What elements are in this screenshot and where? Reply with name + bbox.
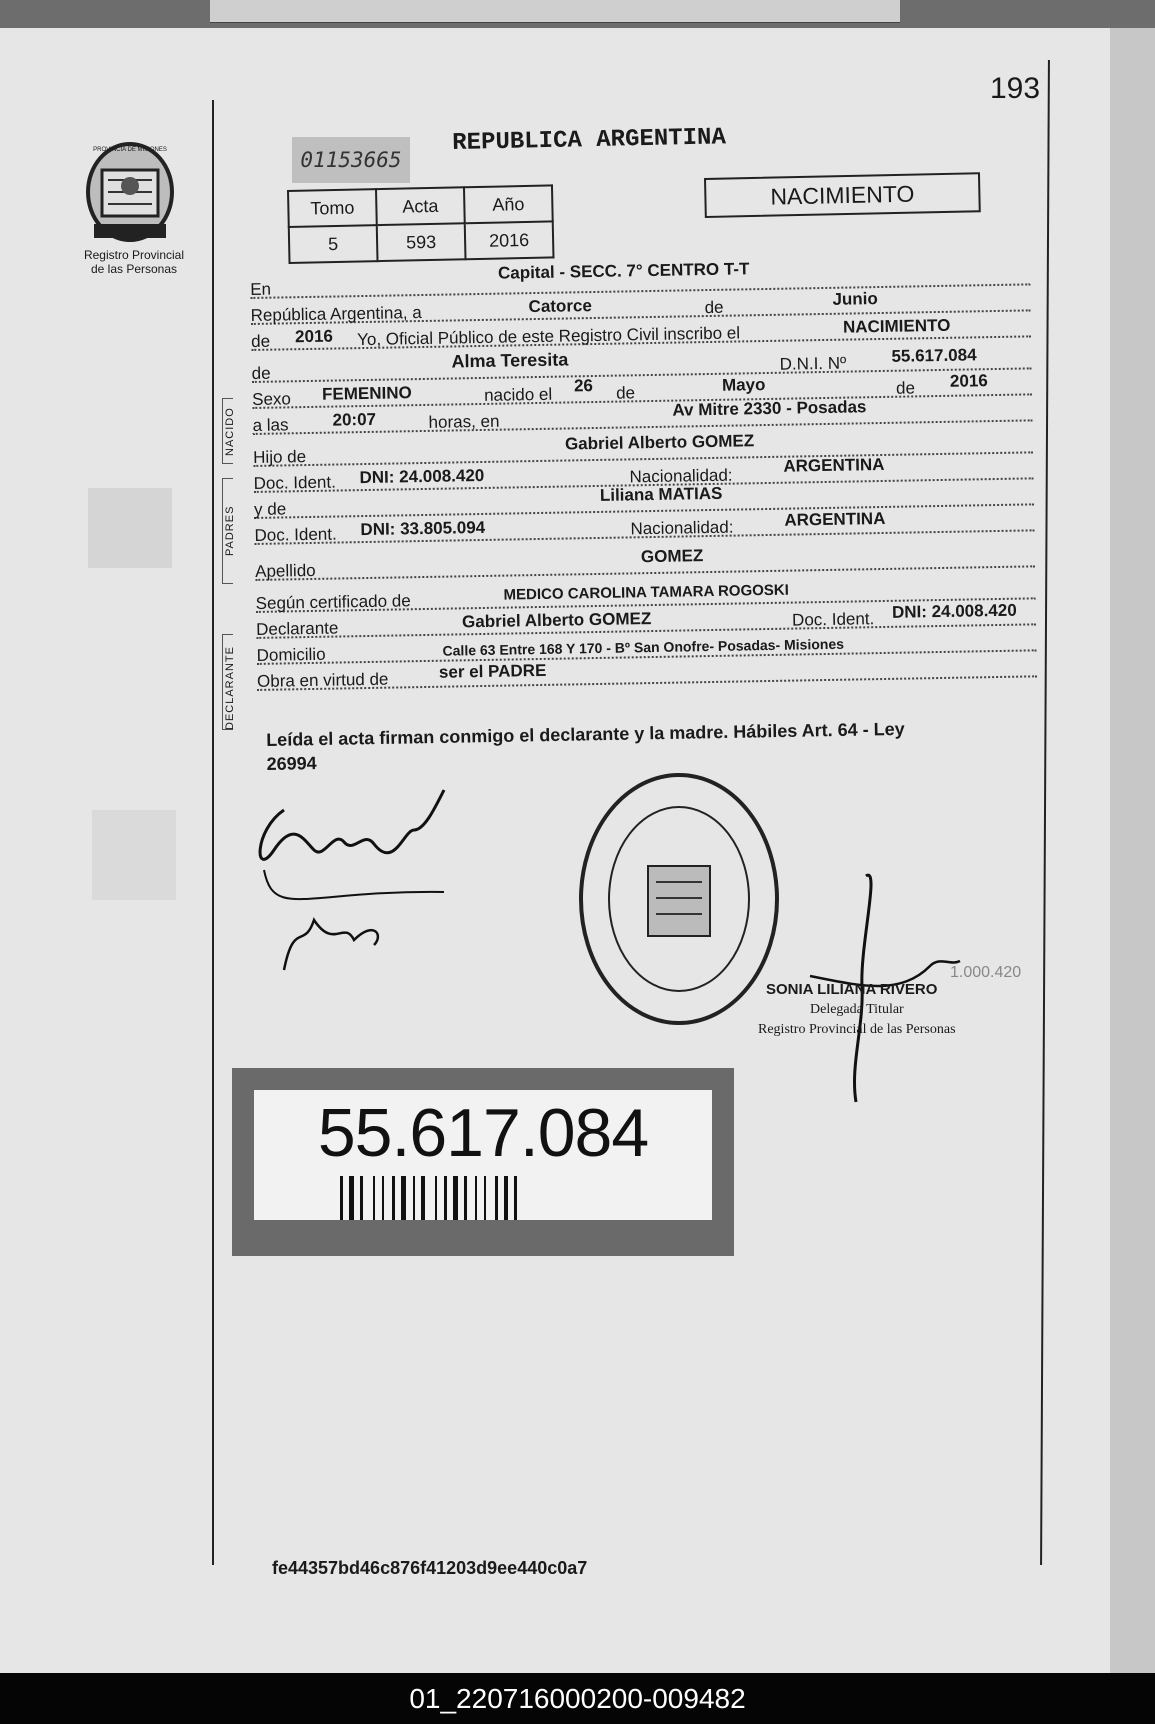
barcode-bar <box>349 1176 354 1220</box>
side-label-padres: PADRES <box>224 505 236 556</box>
barcode-bar <box>475 1176 477 1220</box>
barcode-bar <box>382 1176 384 1220</box>
official-stamp <box>576 770 782 1028</box>
nacido-label: nacido el <box>483 384 553 405</box>
alas-label: a las <box>252 415 289 435</box>
inscribo-label: Yo, Oficial Público de este Registro Civil inscribo el <box>356 323 741 350</box>
obra-value: ser el PADRE <box>438 660 547 682</box>
barcode-bar <box>392 1176 395 1220</box>
left-margin-rule <box>212 100 214 1565</box>
registry-label-line1: Registro Provincial <box>83 248 185 262</box>
barcode-bar <box>495 1176 498 1220</box>
side-label-declarante: DECLARANTE <box>224 646 236 730</box>
de-label: de <box>704 297 724 318</box>
file-id-bar: 01_220716000200-009482 <box>0 1673 1155 1724</box>
serial-number: 01153665 <box>292 137 410 183</box>
horas-label: horas, en <box>428 411 500 432</box>
barcode-bar <box>435 1176 437 1220</box>
declarant-signature <box>244 770 494 980</box>
page-shadow <box>1110 28 1155 1673</box>
name-label: de <box>251 363 271 383</box>
mother-nat-label: Nacionalidad: <box>630 517 734 539</box>
act-type-box: NACIMIENTO <box>704 172 981 218</box>
barcode-number: 55.617.084 <box>317 1095 649 1171</box>
hijo-label: Hijo de <box>253 447 307 467</box>
acta-value: 593 <box>377 223 466 261</box>
barcode-bar <box>514 1176 517 1220</box>
en-label: En <box>250 279 272 299</box>
inscribo-value: NACIMIENTO <box>842 315 951 337</box>
barcode-bar <box>373 1176 375 1220</box>
en-value: Capital - SECC. 7° CENTRO T-T <box>497 259 750 283</box>
margin-stamp-faint <box>88 488 172 568</box>
signer-role: Delegada Titular <box>810 1002 904 1017</box>
yde-label: y de <box>253 499 287 519</box>
sexo-label: Sexo <box>251 389 292 409</box>
barcode-bar <box>413 1176 415 1220</box>
mother-doc: DNI: 33.805.094 <box>360 517 486 540</box>
domicilio-value: Calle 63 Entre 168 Y 170 - Bº San Onofre- Posadas- Misiones <box>442 635 845 659</box>
father-docident-label: Doc. Ident. <box>253 472 336 493</box>
country-title: REPUBLICA ARGENTINA <box>452 124 727 157</box>
barcode-bar <box>484 1176 486 1220</box>
declarante-value: Gabriel Alberto GOMEZ <box>461 609 652 632</box>
father-name: Gabriel Alberto GOMEZ <box>564 431 755 454</box>
signer-office: Registro Provincial de las Personas <box>758 1022 956 1037</box>
form-body <box>250 259 1037 694</box>
signer-block <box>758 980 956 1040</box>
republica-label: República Argentina, a <box>250 303 422 325</box>
faint-dni-number: 1.000.420 <box>950 964 1022 981</box>
birth-de-label: de <box>615 383 636 403</box>
mother-docident-label: Doc. Ident. <box>254 524 337 545</box>
certificado-label: Según certificado de <box>255 591 411 613</box>
father-doc: DNI: 24.008.420 <box>359 465 485 488</box>
name-value: Alma Teresita <box>451 349 569 372</box>
ano-value: 2016 <box>465 221 554 259</box>
de2-label: de <box>250 331 271 351</box>
closing-line2: 26994 <box>266 753 317 774</box>
previous-page-edge <box>210 0 900 23</box>
dni-value: 55.617.084 <box>891 345 977 366</box>
mother-nationality: ARGENTINA <box>784 508 886 530</box>
registry-label-line2: de las Personas <box>90 262 178 276</box>
barcode-bar <box>453 1176 458 1220</box>
province-seal-logo <box>80 140 180 147</box>
birth-year: 2016 <box>949 371 988 391</box>
tomo-header: Tomo <box>288 189 377 227</box>
signer-name: SONIA LILIANA RIVERO <box>766 981 938 998</box>
barcode-bar <box>340 1176 343 1220</box>
barcode-bar <box>504 1176 508 1220</box>
side-label-nacido: NACIDO <box>224 407 236 456</box>
dni-label: D.N.I. Nº <box>779 353 847 374</box>
barcode-bar <box>464 1176 467 1220</box>
barcode-bar <box>360 1176 363 1220</box>
registry-label <box>74 248 194 276</box>
closing-line1: Leída el acta firman conmigo el declarante y la madre. Hábiles Art. 64 - Ley <box>266 718 905 750</box>
ano-header: Año <box>464 185 553 223</box>
declarante-label: Declarante <box>256 618 339 639</box>
declarante-doc: DNI: 24.008.420 <box>891 600 1017 622</box>
mother-name: Liliana MATIAS <box>599 483 723 505</box>
month-value: Junio <box>832 289 878 309</box>
barcode-bar <box>401 1176 406 1220</box>
barcode-bar <box>421 1176 425 1220</box>
obra-label: Obra en virtud de <box>256 669 389 691</box>
barcode-label <box>254 1090 712 1220</box>
birth-day: 26 <box>573 376 594 396</box>
tomo-value: 5 <box>289 225 378 263</box>
father-nat-label: Nacionalidad: <box>629 465 733 487</box>
declarante-doc-label: Doc. Ident. <box>791 609 875 630</box>
acta-header: Acta <box>376 187 465 225</box>
sexo-value: FEMENINO <box>321 383 412 404</box>
day-text: Catorce <box>528 296 593 317</box>
page-number: 193 <box>990 72 1041 105</box>
domicilio-label: Domicilio <box>256 644 326 665</box>
birth-month: Mayo <box>721 375 766 395</box>
apellido-value: GOMEZ <box>640 546 704 567</box>
birth-place: Av Mitre 2330 - Posadas <box>672 397 867 420</box>
birth-time: 20:07 <box>332 409 377 430</box>
apellido-label: Apellido <box>254 560 316 581</box>
tomo-acta-ano-table <box>287 184 554 264</box>
year-value: 2016 <box>294 326 334 347</box>
barcode-bar <box>444 1176 447 1220</box>
document-hash: fe44357bd46c876f41203d9ee440c0a7 <box>272 1558 588 1578</box>
certificado-value: MEDICO CAROLINA TAMARA ROGOSKI <box>503 581 789 604</box>
margin-stamp-faint-2 <box>92 810 176 900</box>
father-nationality: ARGENTINA <box>783 454 885 476</box>
birth-de2-label: de <box>895 378 916 398</box>
barcode-bars <box>340 1176 640 1220</box>
barcode-sticker <box>232 1068 734 1256</box>
